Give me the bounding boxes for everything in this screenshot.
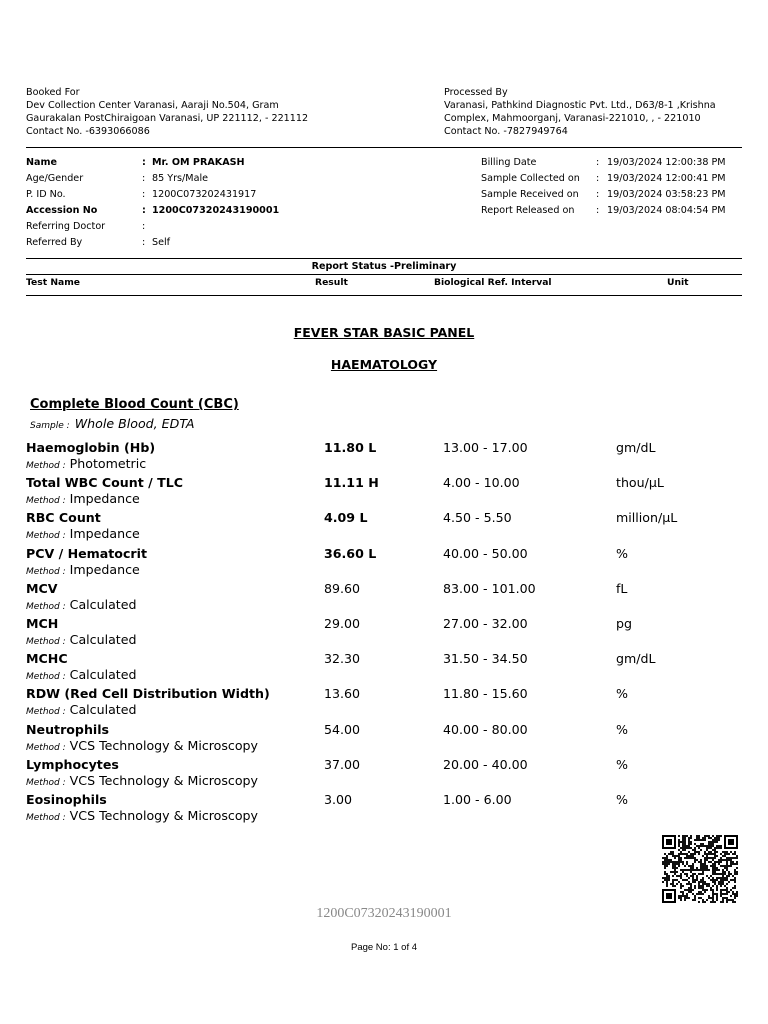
test-unit: gm/dL: [616, 651, 656, 667]
header-divider: [26, 147, 742, 148]
patient-colon: :: [142, 157, 146, 168]
test-ref-interval: 83.00 - 101.00: [443, 580, 536, 596]
processed-by-contact: Contact No. -7827949764: [444, 126, 568, 137]
method-value: Calculated: [69, 632, 137, 647]
test-ref-interval: 27.00 - 32.00: [443, 616, 528, 631]
method-value: Photometric: [69, 456, 147, 471]
method-value: VCS Technology & Microscopy: [69, 737, 258, 753]
test-unit: gm/dL: [616, 440, 656, 455]
test-method: [26, 456, 146, 471]
patient-label: Referred By: [26, 237, 83, 248]
test-method: [26, 562, 140, 577]
method-label: Method :: [26, 566, 66, 577]
col-unit: Unit: [667, 277, 689, 288]
status-bottom-divider: [26, 274, 742, 275]
processed-by-block: [444, 86, 716, 138]
patient-label: Referring Doctor: [26, 221, 106, 232]
method-label: Method :: [26, 777, 66, 788]
patient-label: Accession No: [26, 205, 98, 216]
method-value: Calculated: [69, 596, 137, 612]
booked-for-heading: Booked For: [26, 87, 80, 98]
processed-by-address-line1: Varanasi, Pathkind Diagnostic Pvt. Ltd., D63/8-1 ,Krishna: [444, 100, 716, 111]
test-unit: %: [616, 792, 628, 807]
patient-name: Mr. OM PRAKASH: [152, 157, 245, 168]
billing-label: Sample Collected on: [481, 173, 580, 184]
test-method: [26, 702, 136, 717]
processed-by-address-line2: Complex, Mahmoorganj, Varanasi-221010, , - 221010: [444, 113, 701, 124]
test-unit: million/µL: [616, 510, 678, 526]
test-method: [26, 808, 258, 823]
test-method: [26, 738, 258, 753]
accession-number: 1200C07320243190001: [152, 205, 280, 216]
col-test-name: Test Name: [26, 277, 81, 288]
booked-for-block: [26, 86, 308, 138]
method-value: Calculated: [69, 667, 137, 683]
test-name: Eosinophils: [26, 792, 107, 807]
sample-label: Sample :: [30, 421, 70, 431]
billing-colon: :: [596, 173, 600, 184]
patient-colon: :: [142, 237, 146, 248]
method-value: Impedance: [69, 526, 140, 542]
columns-divider: [26, 295, 742, 296]
method-label: Method :: [26, 461, 66, 471]
test-ref-interval: 20.00 - 40.00: [443, 756, 528, 772]
patient-colon: :: [142, 221, 146, 232]
booked-for-address-line2: Gaurakalan PostChiraigoan Varanasi, UP 221112, - 221112: [26, 113, 309, 124]
referred-by: Self: [152, 237, 171, 248]
sample-collected-date: 19/03/2024 12:00:41 PM: [607, 173, 726, 184]
test-name: MCHC: [26, 651, 68, 667]
method-label: Method :: [26, 813, 66, 823]
patient-id: 1200C073202431917: [152, 189, 257, 200]
sample-value: Whole Blood, EDTA: [74, 416, 195, 431]
test-unit: thou/µL: [616, 475, 664, 491]
test-method: [26, 597, 136, 612]
col-ref-interval: Biological Ref. Interval: [434, 277, 552, 288]
method-label: Method :: [26, 742, 66, 753]
method-label: Method :: [26, 531, 66, 542]
test-name: MCV: [26, 580, 58, 596]
patient-age-gender: 85 Yrs/Male: [152, 173, 209, 184]
method-label: Method :: [26, 707, 66, 718]
test-method: [26, 632, 136, 647]
test-name: RBC Count: [26, 510, 101, 526]
test-result: 11.11 H: [324, 475, 379, 491]
test-name: PCV / Hematocrit: [26, 545, 147, 561]
test-ref-interval: 31.50 - 34.50: [443, 651, 528, 667]
billing-date: 19/03/2024 12:00:38 PM: [607, 157, 726, 168]
billing-label: Billing Date: [481, 157, 537, 168]
cbc-title: Complete Blood Count (CBC): [30, 397, 239, 412]
test-name: Haemoglobin (Hb): [26, 440, 156, 455]
method-value: VCS Technology & Microscopy: [69, 772, 258, 788]
booked-for-address-line1: Dev Collection Center Varanasi, Aaraji No.504, Gram: [26, 100, 279, 111]
report-status: Report Status -Preliminary: [311, 261, 457, 272]
test-unit: %: [616, 721, 628, 737]
test-result: 29.00: [324, 616, 361, 631]
billing-label: Report Released on: [481, 205, 575, 216]
method-label: Method :: [26, 496, 66, 507]
billing-colon: :: [596, 157, 600, 168]
test-name: MCH: [26, 616, 59, 631]
test-ref-interval: 4.50 - 5.50: [443, 510, 512, 526]
patient-colon: :: [142, 205, 146, 216]
test-name: Neutrophils: [26, 721, 110, 737]
page-number: Page No: 1 of 4: [350, 942, 418, 953]
test-method: [26, 773, 258, 788]
booked-for-contact: Contact No. -6393066086: [26, 126, 150, 137]
test-result: 13.60: [324, 686, 361, 702]
method-label: Method :: [26, 637, 66, 647]
test-result: 54.00: [324, 721, 361, 737]
panel-title: FEVER STAR BASIC PANEL: [293, 325, 475, 340]
test-result: 4.09 L: [324, 510, 368, 526]
test-result: 11.80 L: [324, 440, 377, 455]
billing-label: Sample Received on: [481, 189, 579, 200]
billing-colon: :: [596, 189, 600, 200]
sample-received-date: 19/03/2024 03:58:23 PM: [607, 189, 726, 200]
test-unit: %: [616, 756, 628, 772]
test-result: 3.00: [324, 792, 353, 807]
method-label: Method :: [26, 601, 66, 612]
processed-by-heading: Processed By: [444, 87, 508, 98]
barcode-number: 1200C07320243190001: [316, 906, 452, 921]
status-top-divider: [26, 258, 742, 259]
test-ref-interval: 11.80 - 15.60: [443, 686, 528, 702]
test-ref-interval: 1.00 - 6.00: [443, 792, 512, 807]
section-title: HAEMATOLOGY: [330, 357, 438, 372]
qr-code-icon: [662, 835, 738, 903]
billing-colon: :: [596, 205, 600, 216]
test-name: RDW (Red Cell Distribution Width): [26, 686, 270, 702]
method-value: Calculated: [69, 702, 137, 718]
test-name: Total WBC Count / TLC: [26, 475, 183, 491]
test-name: Lymphocytes: [26, 756, 119, 772]
method-value: Impedance: [69, 491, 140, 507]
test-unit: %: [616, 686, 628, 702]
test-result: 37.00: [324, 756, 361, 772]
test-unit: %: [616, 545, 628, 561]
patient-label: Age/Gender: [26, 173, 84, 184]
test-ref-interval: 40.00 - 50.00: [443, 545, 528, 561]
sample-type: [30, 413, 194, 432]
test-ref-interval: 4.00 - 10.00: [443, 475, 520, 491]
method-value: Impedance: [69, 561, 140, 577]
test-method: [26, 667, 136, 682]
test-method: [26, 491, 140, 506]
test-result: 36.60 L: [324, 545, 377, 561]
patient-colon: :: [142, 173, 146, 184]
test-result: 89.60: [324, 580, 361, 596]
col-result: Result: [315, 277, 348, 288]
test-unit: pg: [616, 616, 632, 631]
test-ref-interval: 40.00 - 80.00: [443, 721, 528, 737]
test-method: [26, 526, 140, 541]
report-released-date: 19/03/2024 08:04:54 PM: [607, 205, 726, 216]
patient-colon: :: [142, 189, 146, 200]
test-ref-interval: 13.00 - 17.00: [443, 440, 528, 455]
method-value: VCS Technology & Microscopy: [69, 808, 258, 823]
method-label: Method :: [26, 672, 66, 683]
patient-label: Name: [26, 157, 58, 168]
test-result: 32.30: [324, 651, 361, 667]
test-unit: fL: [616, 580, 628, 596]
patient-label: P. ID No.: [26, 189, 66, 200]
